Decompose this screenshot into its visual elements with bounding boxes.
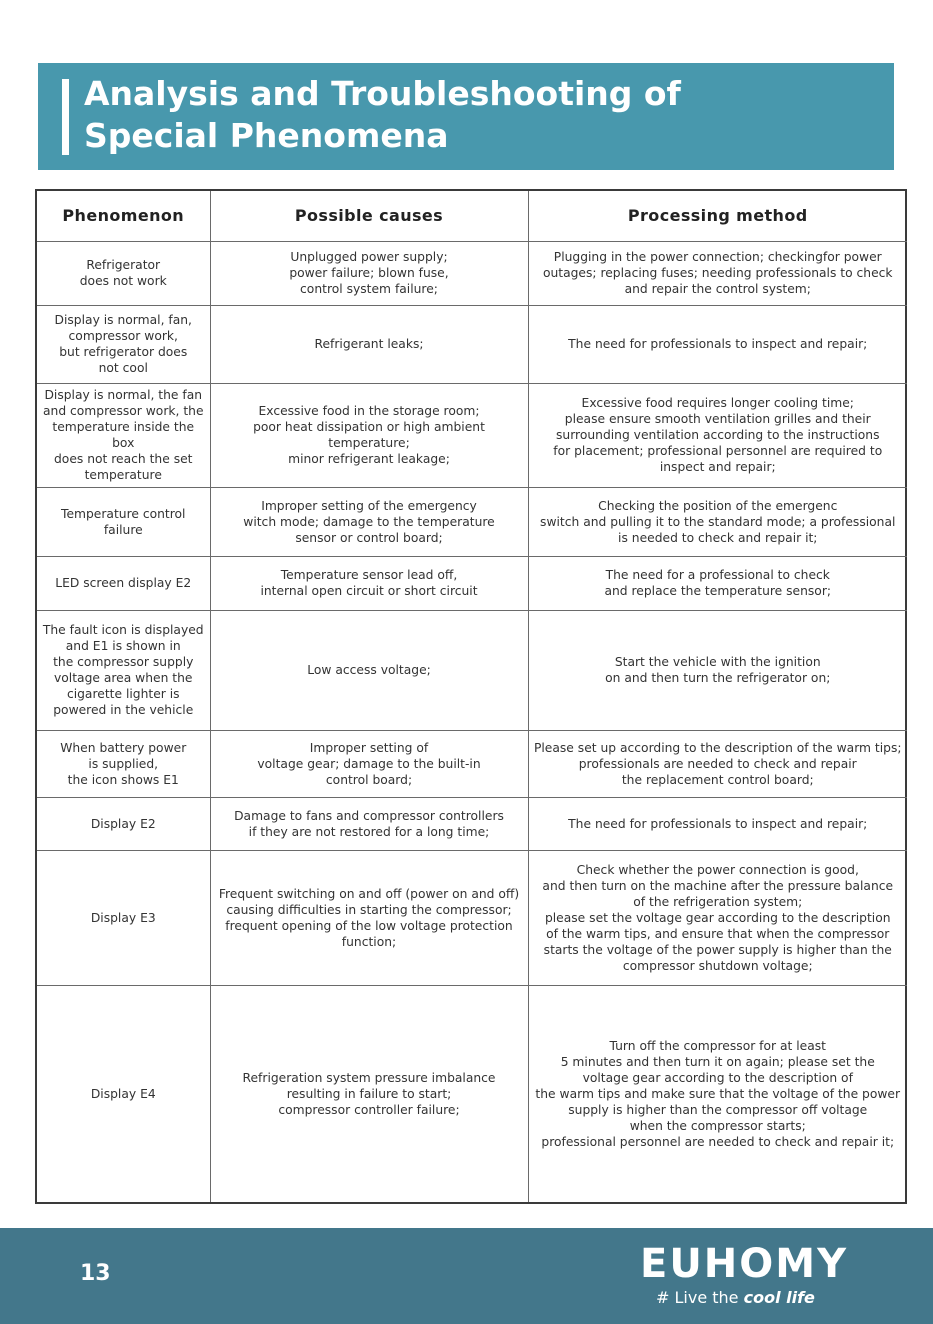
footer-bar: [0, 1228, 933, 1324]
method-cell: The need for a professional to check and replace the temperature sensor;: [528, 556, 907, 610]
column-header-possible-causes: Possible causes: [210, 191, 528, 241]
phenomenon-cell: Display is normal, fan, compressor work, but refrigerator does not cool: [37, 305, 210, 383]
causes-cell: Excessive food in the storage room; poor heat dissipation or high ambient temperature; minor refrigerant leakage;: [210, 383, 528, 487]
method-cell: Start the vehicle with the ignition on and then turn the refrigerator on;: [528, 610, 907, 730]
table-row: [37, 850, 907, 985]
method-cell: Check whether the power connection is good, and then turn on the machine after the pressure balance of the refrigeration system; please set the voltage gear according to the description of the warm tips, and ensure that when the compressor starts the voltage of the power supply is higher than the compressor shutdown voltage;: [528, 850, 907, 985]
table-row: [37, 487, 907, 556]
troubleshooting-table-container: [35, 189, 907, 1204]
table-row: [37, 610, 907, 730]
causes-cell: Improper setting of voltage gear; damage to the built-in control board;: [210, 730, 528, 797]
troubleshooting-table: [37, 191, 907, 1202]
phenomenon-cell: Refrigerator does not work: [37, 241, 210, 305]
causes-cell: Refrigeration system pressure imbalance resulting in failure to start; compressor controller failure;: [210, 985, 528, 1202]
phenomenon-cell: Display E2: [37, 797, 210, 850]
brand-tagline: [656, 1288, 815, 1307]
table-row: [37, 556, 907, 610]
method-cell: The need for professionals to inspect and repair;: [528, 305, 907, 383]
method-cell: Turn off the compressor for at least 5 minutes and then turn it on again; please set the voltage gear according to the description of the warm tips and make sure that the voltage of the power supply is higher than the compressor off voltage when the compressor starts; professional personnel are needed to check and repair it;: [528, 985, 907, 1202]
table-row: [37, 985, 907, 1202]
header-accent-bar: [62, 79, 69, 155]
causes-cell: Frequent switching on and off (power on and off) causing difficulties in starting the compressor; frequent opening of the low voltage protection function;: [210, 850, 528, 985]
method-cell: Please set up according to the description of the warm tips; professionals are needed to check and repair the replacement control board;: [528, 730, 907, 797]
table-row: [37, 797, 907, 850]
method-cell: Plugging in the power connection; checkingfor power outages; replacing fuses; needing professionals to check and repair the control system;: [528, 241, 907, 305]
table-row: [37, 241, 907, 305]
phenomenon-cell: Display is normal, the fan and compressor work, the temperature inside the box does not reach the set temperature: [37, 383, 210, 487]
phenomenon-cell: Display E4: [37, 985, 210, 1202]
column-header-processing-method: Processing method: [528, 191, 907, 241]
brand-logo: EUHOMY: [640, 1241, 849, 1287]
phenomenon-cell: The fault icon is displayed and E1 is shown in the compressor supply voltage area when the cigarette lighter is powered in the vehicle: [37, 610, 210, 730]
causes-cell: Unplugged power supply; power failure; blown fuse, control system failure;: [210, 241, 528, 305]
column-header-phenomenon: Phenomenon: [37, 191, 210, 241]
table-row: [37, 730, 907, 797]
phenomenon-cell: Display E3: [37, 850, 210, 985]
causes-cell: Damage to fans and compressor controllers if they are not restored for a long time;: [210, 797, 528, 850]
header-banner: [38, 63, 894, 170]
causes-cell: Improper setting of the emergency witch mode; damage to the temperature sensor or control board;: [210, 487, 528, 556]
table-header-row: [37, 191, 907, 241]
method-cell: The need for professionals to inspect and repair;: [528, 797, 907, 850]
phenomenon-cell: Temperature control failure: [37, 487, 210, 556]
causes-cell: Temperature sensor lead off, internal open circuit or short circuit: [210, 556, 528, 610]
method-cell: Excessive food requires longer cooling time; please ensure smooth ventilation grilles and their surrounding ventilation according to the instructions for placement; professional personnel are required to inspect and repair;: [528, 383, 907, 487]
causes-cell: Low access voltage;: [210, 610, 528, 730]
page-number: 13: [80, 1261, 111, 1286]
method-cell: Checking the position of the emergenc switch and pulling it to the standard mode; a professional is needed to check and repair it;: [528, 487, 907, 556]
tagline-emphasis: cool life: [743, 1288, 815, 1307]
table-row: [37, 305, 907, 383]
phenomenon-cell: LED screen display E2: [37, 556, 210, 610]
tagline-prefix: # Live the: [656, 1288, 744, 1307]
table-row: [37, 383, 907, 487]
causes-cell: Refrigerant leaks;: [210, 305, 528, 383]
phenomenon-cell: When battery power is supplied, the icon shows E1: [37, 730, 210, 797]
page-title: Analysis and Troubleshooting of Special Phenomena: [84, 74, 681, 155]
